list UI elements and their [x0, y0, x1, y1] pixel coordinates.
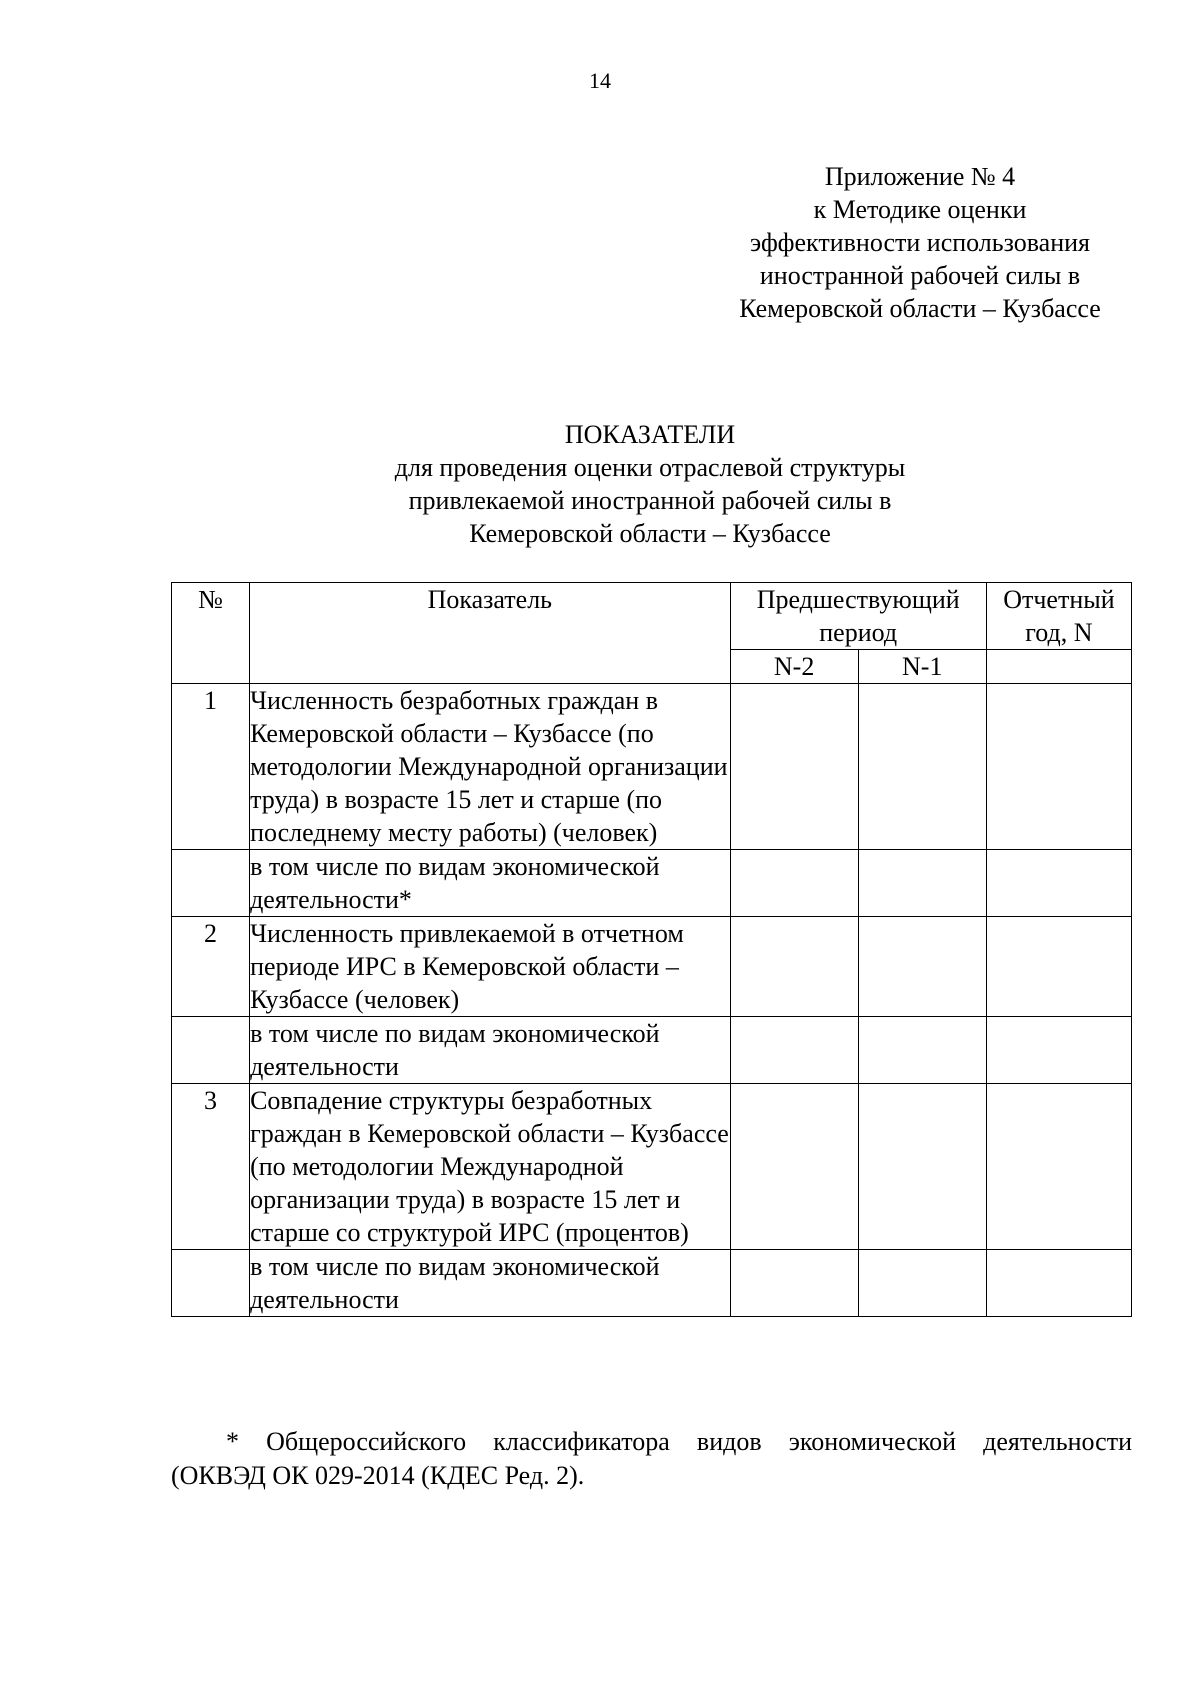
row-number: 1	[172, 684, 250, 850]
cell-reporting-year	[986, 684, 1131, 850]
row-indicator: в том числе по видам экономической деятельности	[250, 1250, 730, 1317]
cell-n-2	[730, 917, 858, 1017]
cell-n-2	[730, 850, 858, 917]
title-heading: ПОКАЗАТЕЛИ	[564, 420, 736, 449]
cell-n-1	[858, 1250, 986, 1317]
table-row	[172, 684, 1132, 850]
header-reporting-year-sub	[986, 650, 1131, 684]
appendix-line: эффективности использования	[749, 228, 1091, 257]
document-title	[300, 418, 1000, 550]
table-row	[172, 850, 1132, 917]
row-indicator: в том числе по видам экономической деятельности*	[250, 850, 730, 917]
appendix-note	[700, 160, 1140, 325]
header-previous-period: Предшествующий период	[730, 583, 986, 650]
cell-n-1	[858, 917, 986, 1017]
cell-reporting-year	[986, 850, 1131, 917]
header-n-2: N-2	[730, 650, 858, 684]
table-row	[172, 1084, 1132, 1250]
title-line: Кемеровской области – Кузбассе	[469, 519, 831, 548]
appendix-line: к Методике оценки	[813, 195, 1027, 224]
table-row	[172, 1017, 1132, 1084]
title-line: для проведения оценки отраслевой структуры	[394, 453, 906, 482]
table-row	[172, 917, 1132, 1017]
title-line: привлекаемой иностранной рабочей силы в	[408, 486, 892, 515]
row-number	[172, 1017, 250, 1084]
header-indicator: Показатель	[250, 583, 730, 684]
footnote-line: * Общероссийского классификатора видов экономической деятельности	[226, 1427, 1132, 1456]
row-number: 2	[172, 917, 250, 1017]
cell-n-2	[730, 1250, 858, 1317]
cell-n-2	[730, 1017, 858, 1084]
cell-n-1	[858, 684, 986, 850]
row-number	[172, 850, 250, 917]
cell-reporting-year	[986, 917, 1131, 1017]
appendix-line: Кемеровской области – Кузбассе	[739, 294, 1101, 323]
cell-n-1	[858, 850, 986, 917]
cell-reporting-year	[986, 1084, 1131, 1250]
row-indicator: Совпадение структуры безработных граждан в Кемеровской области – Кузбассе (по методологии Международной организации труда) в возрасте 15 лет и старше со структурой ИРС (процентов)	[250, 1084, 730, 1250]
header-number: №	[172, 583, 250, 684]
footnote	[171, 1425, 1132, 1493]
appendix-line: Приложение № 4	[824, 162, 1016, 191]
row-number: 3	[172, 1084, 250, 1250]
cell-reporting-year	[986, 1250, 1131, 1317]
cell-n-1	[858, 1017, 986, 1084]
row-indicator: в том числе по видам экономической деятельности	[250, 1017, 730, 1084]
cell-n-2	[730, 684, 858, 850]
row-number	[172, 1250, 250, 1317]
indicators-table	[171, 582, 1132, 1317]
footnote-line: (ОКВЭД ОК 029-2014 (КДЕС Ред. 2).	[171, 1461, 585, 1490]
cell-n-1	[858, 1084, 986, 1250]
page-number: 14	[589, 68, 611, 93]
header-n-1: N-1	[858, 650, 986, 684]
cell-n-2	[730, 1084, 858, 1250]
row-indicator: Численность безработных граждан в Кемеровской области – Кузбассе (по методологии Международной организации труда) в возрасте 15 лет и старше (по последнему месту работы) (человек)	[250, 684, 730, 850]
row-indicator: Численность привлекаемой в отчетном периоде ИРС в Кемеровской области – Кузбассе (человек)	[250, 917, 730, 1017]
header-reporting-year: Отчетный год, N	[986, 583, 1131, 650]
table-row	[172, 1250, 1132, 1317]
cell-reporting-year	[986, 1017, 1131, 1084]
appendix-line: иностранной рабочей силы в	[759, 261, 1081, 290]
